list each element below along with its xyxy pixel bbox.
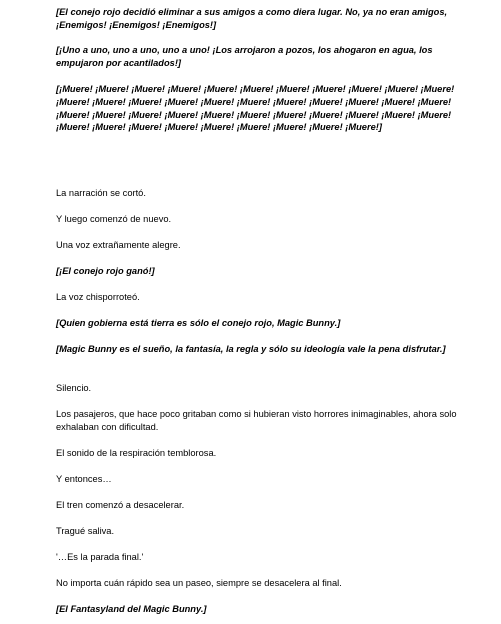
paragraph-magic-bunny-dream: [Magic Bunny es el sueño, la fantasía, la regla y sólo su ideología vale la pena disfrutar.] xyxy=(56,344,446,354)
paragraph-silence: Silencio. xyxy=(56,383,92,393)
paragraph-red-rabbit-won: [¡El conejo rojo ganó!] xyxy=(56,266,155,276)
paragraph-fantasyland: [El Fantasyland del Magic Bunny.] xyxy=(56,604,207,614)
paragraph-one-by-one: [¡Uno a uno, uno a uno, uno a uno! ¡Los arrojaron a pozos, los ahogaron en agua, los empujaron por acantilados!] xyxy=(56,45,433,68)
paragraph-muere-chant: [¡Muere! ¡Muere! ¡Muere! ¡Muere! ¡Muere! ¡Muere! ¡Muere! ¡Muere! ¡Muere! ¡Muere! ¡Muere! ¡Muere! ¡Muere! ¡Muere! ¡Muere! ¡Muere! ¡Muere! ¡Muere! ¡Muere! ¡Muere! ¡Muere! ¡Muere! ¡Muere! ¡Muere! ¡Muere! ¡Muere! ¡Muere! ¡Muere! ¡Muere! ¡Muere! ¡Muere! ¡Muere! ¡Muere! ¡Muere! ¡Muere! ¡Muere! ¡Muere! ¡Muere! ¡Muere! ¡Muere! ¡Muere! ¡Muere!] xyxy=(56,84,455,133)
paragraph-red-rabbit-enemies: [El conejo rojo decidió eliminar a sus amigos a como diera lugar. No, ya no eran amigos, ¡Enemigos! ¡Enemigos! ¡Enemigos!] xyxy=(56,7,448,30)
paragraph-voice-crackled: La voz chisporroteó. xyxy=(56,292,140,302)
paragraph-ride-slows: No importa cuán rápido sea un paseo, siempre se desacelera al final. xyxy=(56,578,342,588)
paragraph-and-then: Y entonces… xyxy=(56,474,112,484)
paragraph-train-slowed: El tren comenzó a desacelerar. xyxy=(56,500,185,510)
paragraph-narration-cut: La narración se cortó. xyxy=(56,188,146,198)
paragraph-who-rules: [Quien gobierna está tierra es sólo el conejo rojo, Magic Bunny.] xyxy=(56,318,341,328)
paragraph-cheerful-voice: Una voz extrañamente alegre. xyxy=(56,240,181,250)
paragraph-final-stop: '…Es la parada final.' xyxy=(56,552,144,562)
paragraph-swallowed: Tragué saliva. xyxy=(56,526,115,536)
paragraph-breathing: El sonido de la respiración temblorosa. xyxy=(56,448,217,458)
paragraph-began-again: Y luego comenzó de nuevo. xyxy=(56,214,172,224)
paragraph-passengers: Los pasajeros, que hace poco gritaban como si hubieran visto horrores inimaginables, ahora solo exhalaban con dificultad. xyxy=(56,409,457,432)
